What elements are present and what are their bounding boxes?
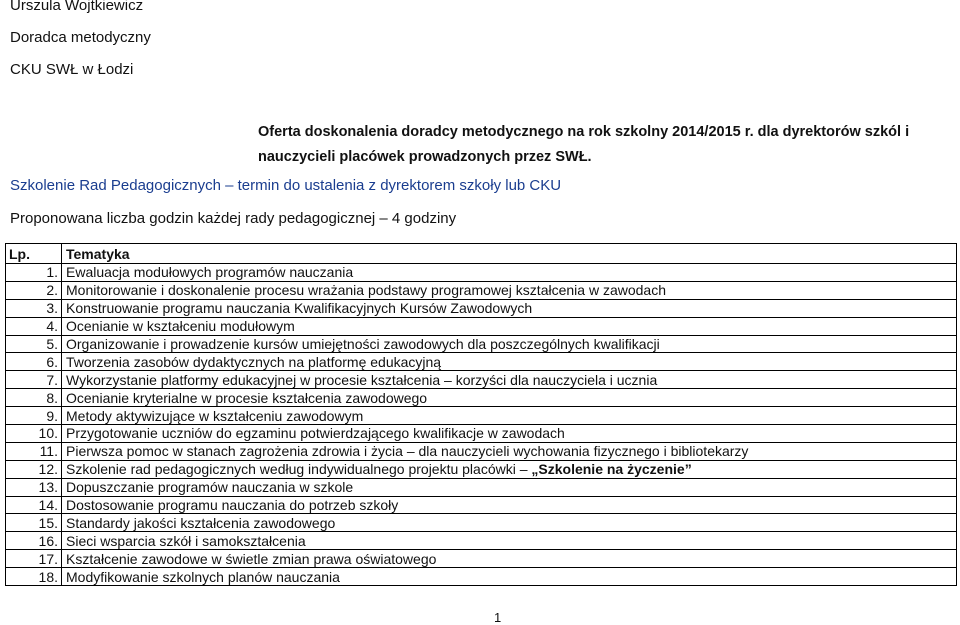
row-topic [62,514,957,532]
row-topic [62,496,957,514]
row-number: 1. [6,264,62,282]
row-number: 16. [6,532,62,550]
author-name: Urszula Wojtkiewicz [10,0,144,14]
table-row [6,389,957,407]
row-topic [62,532,957,550]
table-row [6,478,957,496]
row-topic [62,407,957,425]
row-topic-text: Dostosowanie programu nauczania do potrzeb szkoły [66,497,399,514]
offer-title-line-1: Oferta doskonalenia doradcy metodycznego na rok szkolny 2014/2015 r. dla dyrektorów szkól i [258,124,910,140]
table-row [6,371,957,389]
row-number: 15. [6,514,62,532]
row-topic [62,299,957,317]
row-topic [62,425,957,443]
page-number: 1 [494,610,502,625]
row-topic-text: Ocenianie kryterialne w procesie kształcenia zawodowego [66,389,428,406]
table-row [6,281,957,299]
topics-body [6,264,957,586]
table-row [6,425,957,443]
table-row [6,407,957,425]
row-topic [62,264,957,282]
author-institution: CKU SWŁ w Łodzi [10,61,134,78]
table-row [6,353,957,371]
row-topic [62,478,957,496]
table-row [6,532,957,550]
row-topic [62,550,957,568]
table-row [6,299,957,317]
topics-table [5,243,957,586]
row-topic-text: Ocenianie w kształceniu modułowym [66,318,295,335]
row-topic-text: Szkolenie rad pedagogicznych według indywidualnego projektu placówki – [66,461,532,478]
row-number: 11. [6,442,62,460]
row-topic-text: Sieci wsparcia szkół i samokształcenia [66,532,306,549]
row-topic-text: Monitorowanie i doskonalenie procesu wrażania podstawy programowej kształcenia w zawodach [66,282,666,299]
table-header-row [6,244,957,264]
author-role: Doradca metodyczny [10,29,151,46]
table-row [6,317,957,335]
row-topic-text: Organizowanie i prowadzenie kursów umiejętności zawodowych dla poszczególnych kwalifikacji [66,336,660,352]
row-topic [62,335,957,353]
training-info: Szkolenie Rad Pedagogicznych – termin do ustalenia z dyrektorem szkoły lub CKU [10,177,562,194]
row-topic [62,442,957,460]
hours-info: Proponowana liczba godzin każdej rady pedagogicznej – 4 godziny [10,210,457,227]
table-row [6,550,957,568]
row-number: 13. [6,478,62,496]
row-topic-text: Standardy jakości kształcenia zawodowego [66,514,336,531]
header-lp: Lp. [6,244,62,264]
table-row [6,496,957,514]
row-number: 18. [6,568,62,586]
row-number: 3. [6,299,62,317]
row-topic-text: Tworzenia zasobów dydaktycznych na platformę edukacyjną [66,353,442,370]
row-number: 9. [6,407,62,425]
row-topic-emphasis: „Szkolenie na życzenie” [531,461,692,478]
row-number: 7. [6,371,62,389]
row-topic-text: Konstruowanie programu nauczania Kwalifikacyjnych Kursów Zawodowych [66,300,533,317]
table-row [6,514,957,532]
row-topic [62,371,957,389]
offer-title-line-2: nauczycieli placówek prowadzonych przez SWŁ. [258,149,592,165]
row-number: 5. [6,335,62,353]
row-number: 17. [6,550,62,568]
row-number: 8. [6,389,62,407]
row-topic-text: Modyfikowanie szkolnych planów nauczania [66,568,340,585]
row-number: 4. [6,317,62,335]
row-topic-text: Ewaluacja modułowych programów nauczania [66,264,354,281]
row-topic [62,317,957,335]
row-topic [62,353,957,371]
table-row [6,442,957,460]
table-row [6,264,957,282]
row-number: 10. [6,425,62,443]
row-number: 2. [6,281,62,299]
offer-title [258,120,958,170]
row-number: 14. [6,496,62,514]
table-row [6,460,957,478]
row-topic [62,460,957,478]
row-topic [62,389,957,407]
row-number: 6. [6,353,62,371]
row-topic-text: Kształcenie zawodowe w świetle zmian prawa oświatowego [66,550,437,567]
table-row [6,335,957,353]
row-topic-text: Metody aktywizujące w kształceniu zawodowym [66,407,364,424]
row-topic-text: Pierwsza pomoc w stanach zagrożenia zdrowia i życia – dla nauczycieli wychowania fizycznego i bibliotekarzy [66,443,749,460]
table-row [6,568,957,586]
row-topic [62,281,957,299]
row-topic-text: Przygotowanie uczniów do egzaminu potwierdzającego kwalifikacje w zawodach [66,425,565,442]
row-topic-text: Dopuszczanie programów nauczania w szkole [66,479,354,496]
row-number: 12. [6,460,62,478]
row-topic-text: Wykorzystanie platformy edukacyjnej w procesie kształcenia – korzyści dla nauczyciela i ucznia [66,371,658,388]
header-topic: Tematyka [62,244,957,264]
row-topic [62,568,957,586]
